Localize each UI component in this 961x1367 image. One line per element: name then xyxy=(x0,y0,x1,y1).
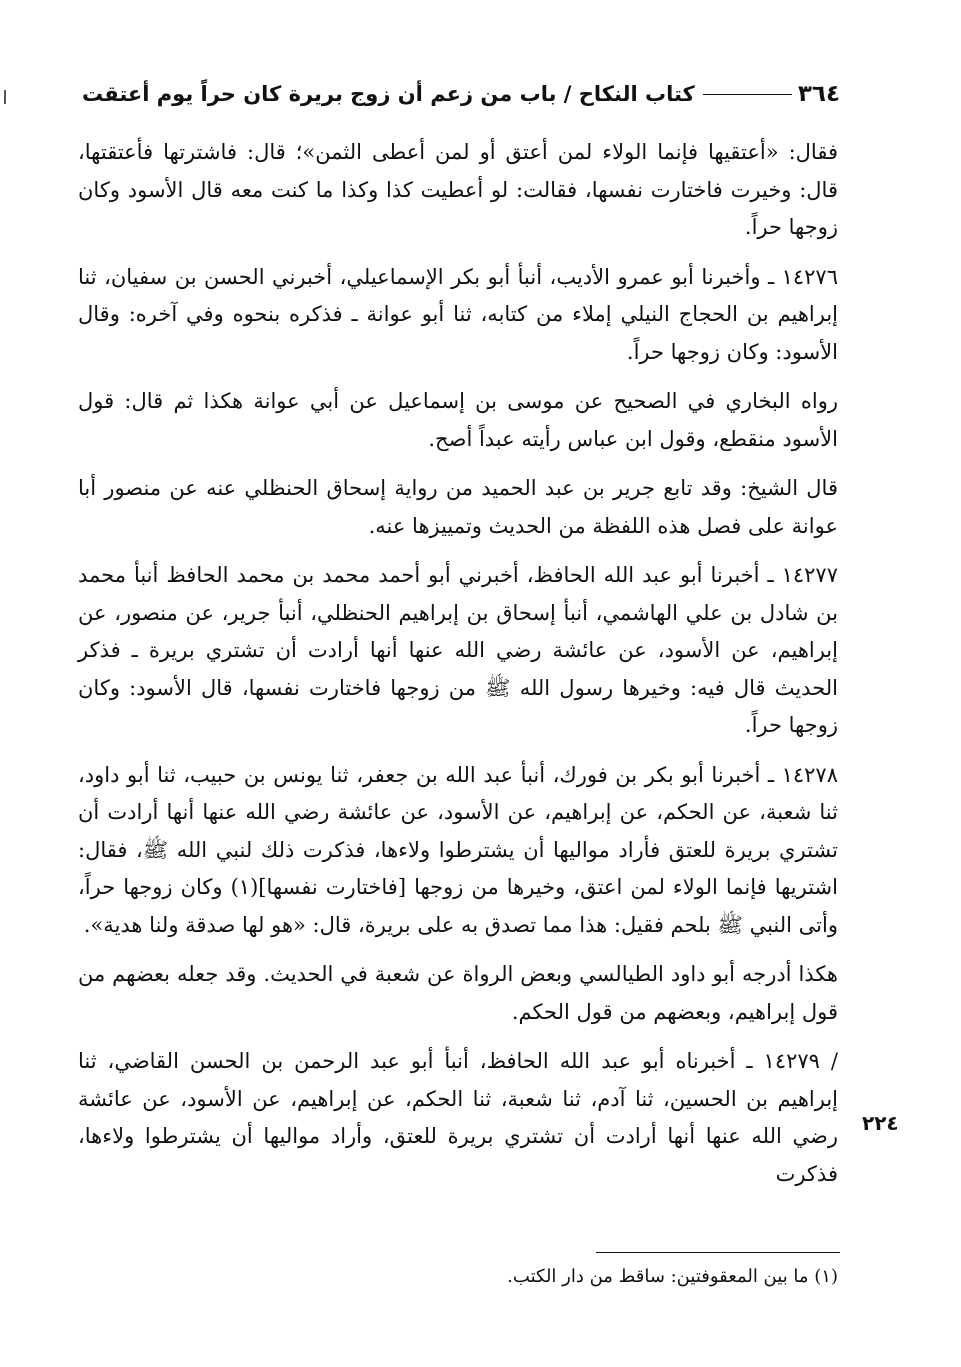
paragraph-text: فقال: «أعتقيها فإنما الولاء لمن أعتق أو لمن أعطى الثمن»؛ قال: فاشترتها فأعتقتها، قال: وخيرت فاختارت نفسها، فقالت: لو أعطيت كذا وكذا ما كنت معه قال الأسود وكان زوجها حراً. xyxy=(78,140,838,239)
paragraph xyxy=(78,134,838,247)
paragraph-text: ١٤٢٧٧ ـ أخبرنا أبو عبد الله الحافظ، أخبرني أبو أحمد محمد بن محمد الحافظ أنبأ محمد بن شادل بن علي الهاشمي، أنبأ إسحاق بن إبراهيم الحنظلي، أنبأ جرير، عن منصور، عن إبراهيم، عن الأسود، عن عائشة رضي الله عنها أنها أرادت أن تشتري بريرة ـ فذكر الحديث قال فيه: وخيرها رسول الله ﷺ من زوجها فاختارت نفسها، قال الأسود: وكان زوجها حراً. xyxy=(78,563,838,737)
paragraph-text: قال الشيخ: وقد تابع جرير بن عبد الحميد من رواية إسحاق الحنظلي عنه عن منصور أبا عوانة على فصل هذه اللفظة من الحديث وتمييزها عنه. xyxy=(78,476,838,538)
main-text xyxy=(78,134,838,1205)
scan-mark xyxy=(4,90,6,104)
paragraph-text: / ١٤٢٧٩ ـ أخبرناه أبو عبد الله الحافظ، أنبأ أبو عبد الرحمن بن الحسن القاضي، ثنا إبراهيم بن الحسين، ثنا آدم، ثنا شعبة، ثنا الحكم، عن إبراهيم، عن الأسود، عن عائشة رضي الله عنها أنها أرادت أن تشتري بريرة للعتق، وأراد مواليها أن يشترطوا ولاءها، فذكرت xyxy=(78,1049,838,1186)
paragraph xyxy=(78,557,838,745)
margin-page-reference: ٢٢٤ xyxy=(862,1111,899,1135)
paragraph-text: ١٤٢٧٦ ـ وأخبرنا أبو عمرو الأديب، أنبأ أبو بكر الإسماعيلي، أخبرني الحسن بن سفيان، ثنا إبراهيم بن الحجاج النيلي إملاء من كتابه، ثنا أبو عوانة ـ فذكره بنحوه وفي آخره: وقال الأسود: وكان زوجها حراً. xyxy=(78,264,838,364)
paragraph-text: رواه البخاري في الصحيح عن موسى بن إسماعيل عن أبي عوانة هكذا ثم قال: قول الأسود منقطع، وقول ابن عباس رأيته عبداً أصح. xyxy=(78,389,838,451)
footnote: (١) ما بين المعقوفتين: ساقط من دار الكتب. xyxy=(507,1266,838,1287)
paragraph xyxy=(78,1043,838,1193)
header-rule xyxy=(703,94,792,95)
paragraph xyxy=(78,956,838,1031)
page-number: ٣٦٤ xyxy=(797,81,840,107)
running-title: كتاب النكاح / باب من زعم أن زوج بريرة كان حراً يوم أعتقت xyxy=(82,82,695,106)
page-header xyxy=(82,74,840,114)
paragraph xyxy=(78,470,838,545)
paragraph xyxy=(78,259,838,372)
paragraph-text: هكذا أدرجه أبو داود الطيالسي وبعض الرواة عن شعبة في الحديث. وقد جعله بعضهم من قول إبراهيم، وبعضهم من قول الحكم. xyxy=(78,962,838,1024)
paragraph xyxy=(78,383,838,458)
paragraph-text: ١٤٢٧٨ ـ أخبرنا أبو بكر بن فورك، أنبأ عبد الله بن جعفر، ثنا يونس بن حبيب، ثنا أبو داود، ثنا شعبة، عن الحكم، عن إبراهيم، عن الأسود، عن عائشة رضي الله عنها أنها أرادت أن تشتري بريرة للعتق فأراد مواليها أن يشترطوا ولاءها، فذكرت ذلك لنبي الله ﷺ، فقال: اشتريها فإنما الولاء لمن اعتق، وخيرها من زوجها [فاختارت نفسها](١) وكان زوجها حراً، وأتى النبي ﷺ بلحم فقيل: هذا مما تصدق به على بريرة، قال: «هو لها صدقة ولنا هدية». xyxy=(78,762,838,937)
paragraph xyxy=(78,757,838,945)
footnote-rule xyxy=(596,1252,840,1253)
